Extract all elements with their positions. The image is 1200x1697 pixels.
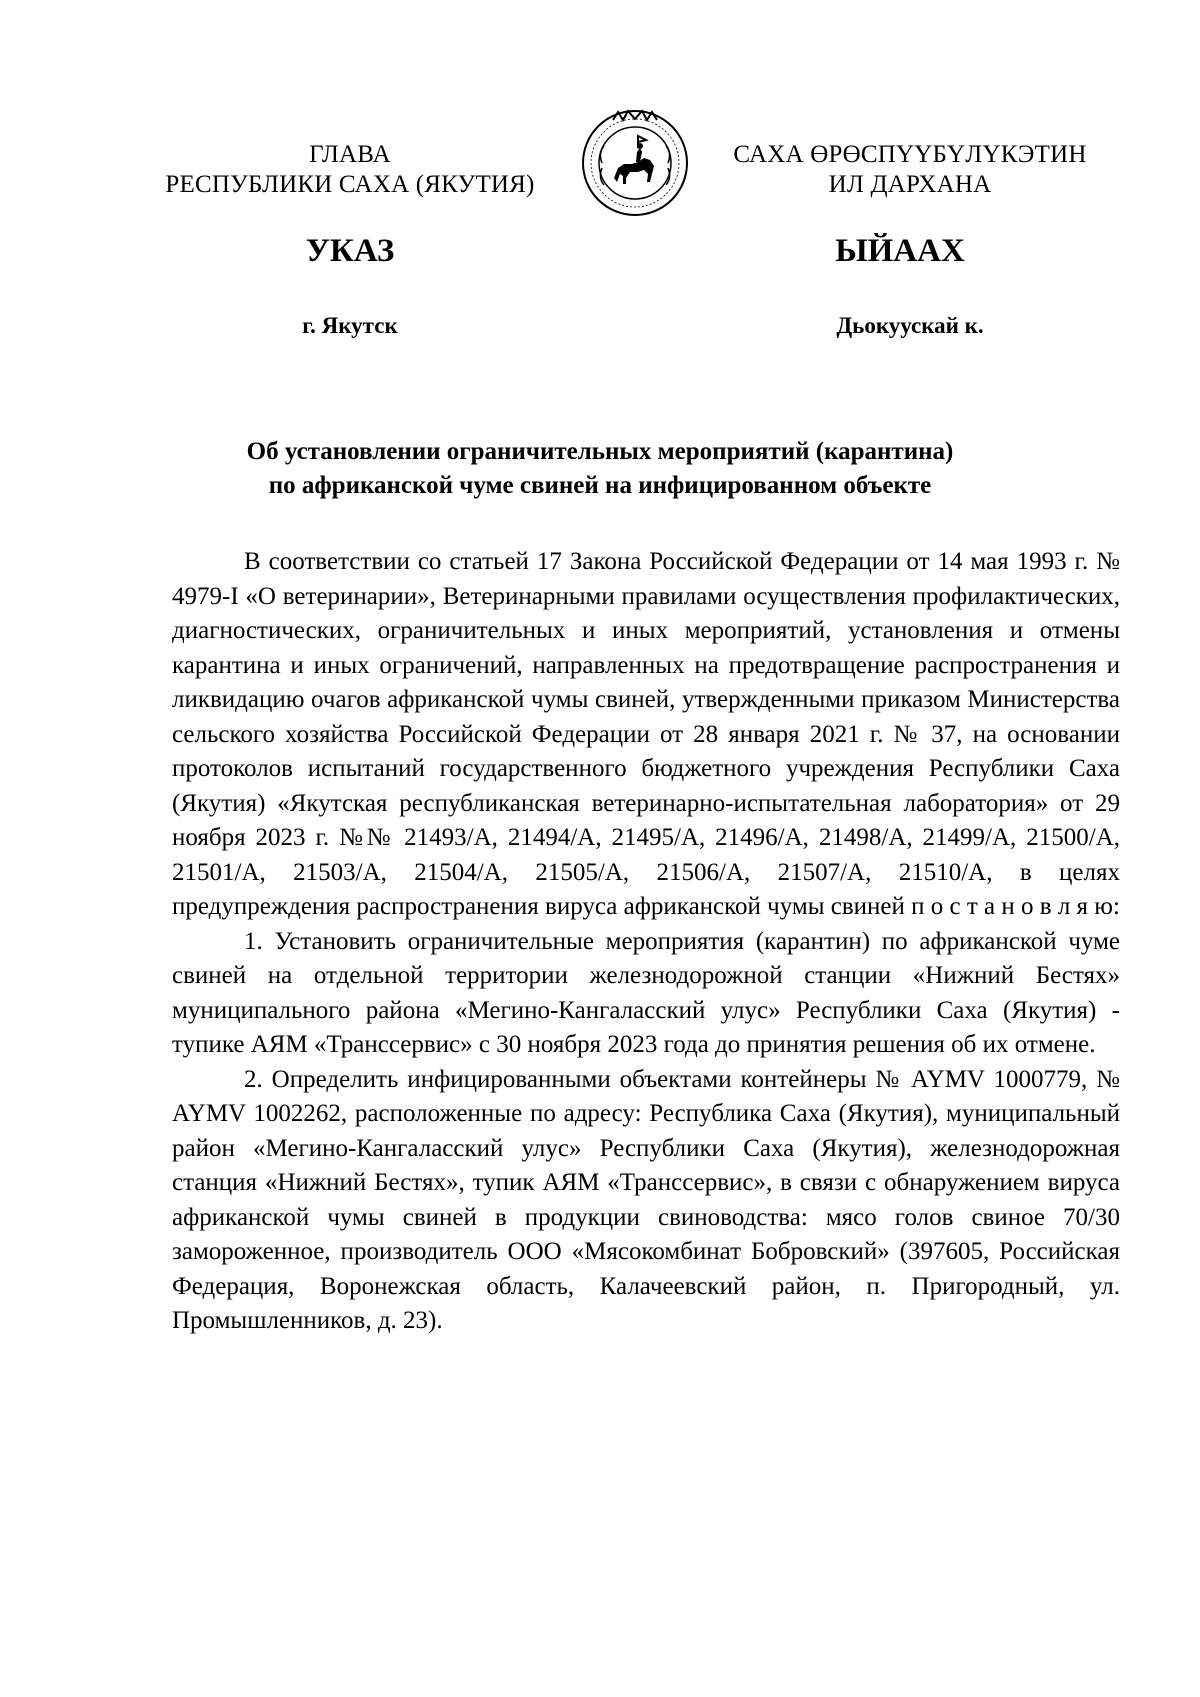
document-title — [150, 435, 1050, 503]
doc-type-sah: ЫЙААХ — [835, 233, 965, 269]
city-ru: г. Якутск — [302, 313, 398, 338]
issuer-line-2-sah: ИЛ ДАРХАНА — [828, 171, 992, 198]
issuer-header-sah — [720, 140, 1100, 200]
issuer-line-1-sah: САХА ӨРӨСПҮҮБҮЛҮКЭТИН — [733, 141, 1087, 168]
document-body — [172, 545, 1120, 1339]
preamble-paragraph: В соответствии со статьей 17 Закона Российской Федерации от 14 мая 1993 г. № 4979-I «О ветеринарии», Ветеринарными правилами осуществления профилактических, диагностических, ограничительных и иных мероприятий, установления и отмены карантина и иных ограничений, направленных на предотвращение распространения и ликвидацию очагов африканской чумы свиней, утвержденными приказом Министерства сельского хозяйства Российской Федерации от 28 января 2021 г. № 37, на основании протоколов испытаний государственного бюджетного учреждения Республики Саха (Якутия) «Якутская республиканская ветеринарно-испытательная лаборатория» от 29 ноября 2023 г. №№ 21493/А, 21494/А, 21495/А, 21496/А, 21498/А, 21499/А, 21500/А, 21501/А, 21503/А, 21504/А, 21505/А, 21506/А, 21507/А, 21510/А, в целях предупреждения распространения вируса африканской чумы свиней п о с т а н о в л я ю: — [172, 548, 1120, 920]
title-line-2: по африканской чуме свиней на инфицированном объекте — [268, 472, 932, 499]
coat-of-arms-emblem — [580, 108, 690, 218]
issuer-header-ru — [150, 140, 550, 200]
city-sah: Дьокуускай к. — [836, 313, 984, 338]
title-line-1: Об установлении ограничительных мероприятий (карантина) — [246, 438, 954, 465]
issuer-line-2: РЕСПУБЛИКИ САХА (ЯКУТИЯ) — [165, 171, 535, 198]
clause-2-paragraph: 2. Определить инфицированными объектами контейнеры № AYMV 1000779, № AYMV 1002262, расположенные по адресу: Республика Саха (Якутия), муниципальный район «Мегино-Кангаласский улус» Республики Саха (Якутия), железнодорожная станция «Нижний Бестях», тупик АЯМ «Транссервис», в связи с обнаружением вируса африканской чумы свиней в продукции свиноводства: мясо голов свиное 70/30 замороженное, производитель ООО «Мясокомбинат Бобровский» (397605, Российская Федерация, Воронежская область, Калачеевский район, п. Пригородный, ул. Промышленников, д. 23). — [172, 1065, 1120, 1334]
clause-1-paragraph: 1. Установить ограничительные мероприятия (карантин) по африканской чуме свиней на отдельной территории железнодорожной станции «Нижний Бестях» муниципального района «Мегино-Кангаласский улус» Республики Саха (Якутия) - тупике АЯМ «Транссервис» с 30 ноября 2023 года до принятия решения об их отмене. — [172, 927, 1120, 1058]
doc-type-ru: УКАЗ — [305, 233, 395, 269]
issuer-line-1: ГЛАВА — [309, 141, 391, 168]
